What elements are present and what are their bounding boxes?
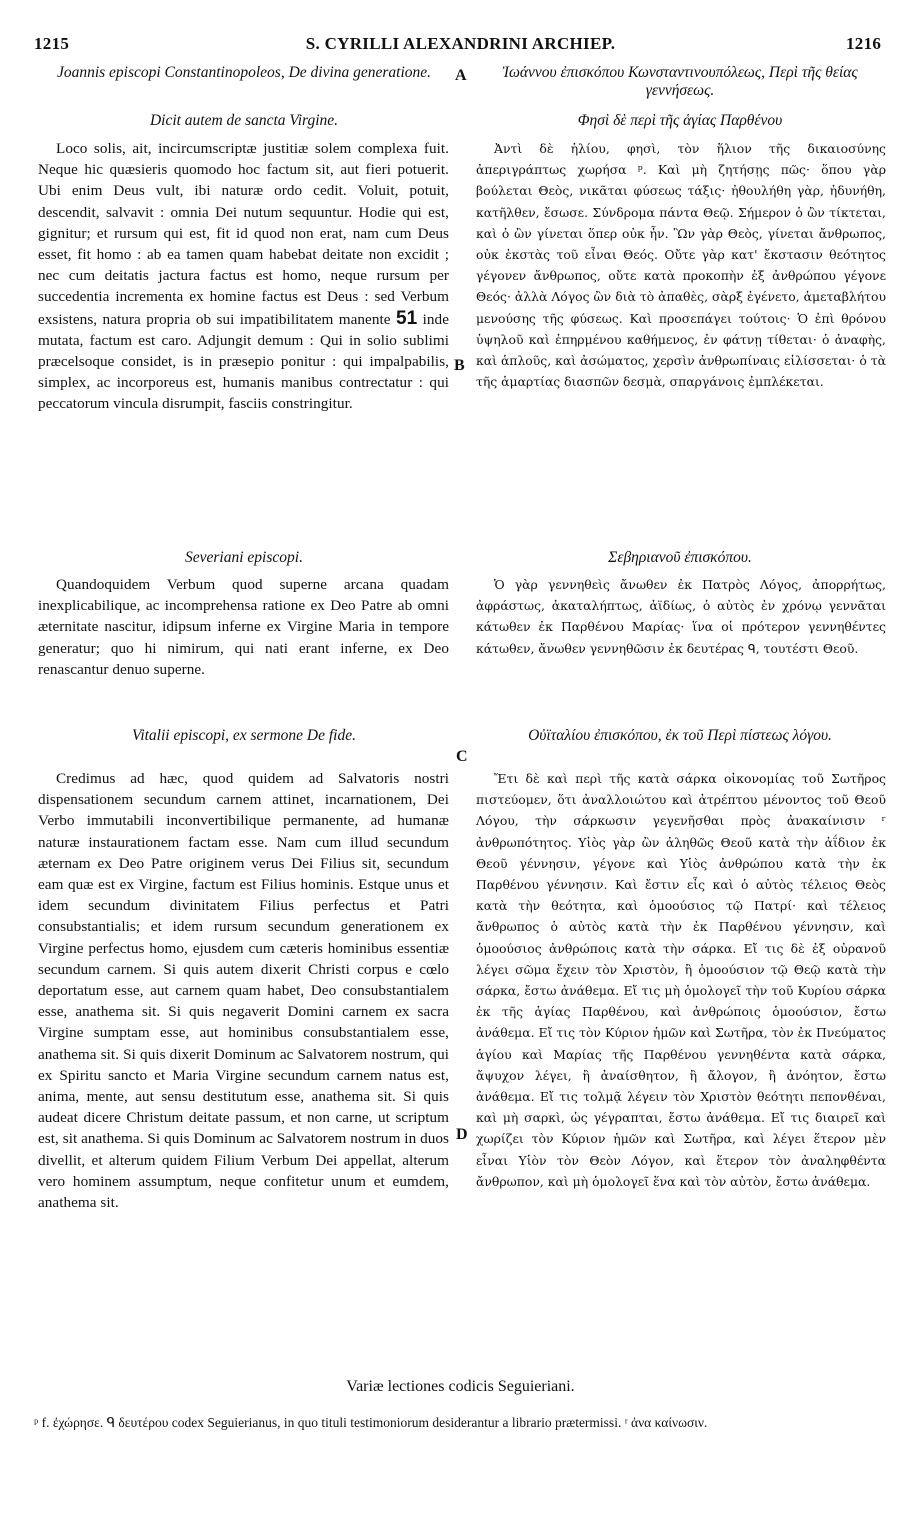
greek-subheading-parthenou: Φησὶ δὲ περὶ τῆς ἁγίας Παρθένου <box>577 112 783 129</box>
latin-paragraph-vitalii <box>38 768 449 1213</box>
greek-heading-ioannou: Ἰωάννου ἐπισκόπου Κωνσταντινουπόλεως, Περὶ τῆς θείας γεννήσεως. <box>502 64 858 99</box>
greek-heading-vitaliou: Οὐϊταλίου ἐπισκόπου, ἐκ τοῦ Περὶ πίστεως λόγου. <box>528 727 832 744</box>
latin-text-vitalii: Credimus ad hæc, quod quidem ad Salvatoris nostri dispensationem secundum carnem attinet, incarnationem, Dei Verbo immutabili inconvertibilique permanente, ad humanæ naturæ instaurationem factam esse. Nam cum illud secundum æternam ex Deo Patre originem verus Dei Filius sit, secundum eam quæ est ex Virgine, factum est Filius hominis. Estque unus et idem secundum divinitatem Filius perfectus et Patri consubstantialis; et idem rursum secundum generationem ex Virgine perfectus homo, ejusdem cum cæteris hominibus essentiæ secundum carnem. Si quis autem dixerit Christi corpus e cœlo deportatum esse, aut carnem quam habet, Deo consubstantialem esse, anathema sit. Si quis negaverit Domini carnem ex sacra Virgine sumptam esse, aut hominibus consubstantialem esse, anathema sit. Si quis dixerit Dominum ac Salvatorem nostrum, qui ex Spiritu sancto et Maria Virgine secundum carnem natus est, anima, mente, aut sensu destitutum esse, anathema sit. Si quis audeat dicere Christum deitate passum, et non carne, ut scriptum est, sit anathema. Si quis Dominum ac Salvatorem nostrum in duos divellit, et alterum quidem Filium Verbum Dei appellat, alterum vero hominem assumptum, neque confitetur unum et eumdem, anathema sit. <box>38 770 449 1212</box>
variae-lectiones-title: Variæ lectiones codicis Seguieriani. <box>346 1378 575 1395</box>
latin-text-part2: inde mutata, factum est caro. Adjungit demum : Qui in solio sublimi præcelsoque considet, is in præsepio ponitur : qui impalpabilis, simplex, ac incorporeus est, humanis manibus contrectatur : qui peccatorum vincula disrumpit, fasciis constringitur. <box>38 310 449 413</box>
latin-subheading-virgine: Dicit autem de sancta Virgine. <box>149 112 339 129</box>
margin-marker-a: A <box>455 67 467 84</box>
latin-heading-severiani: Severiani episcopi. <box>185 549 303 566</box>
latin-text-severiani: Quandoquidem Verbum quod superne arcana quadam inexplicabilique, ac incomprehensa ratione ex Deo Patre ab omni æternitate nascitur, idipsum inferne ex Virgine Maria in tempore generatur; quo hi nimirum, qui nati erant inferne, ex Deo renascantur denuo superne. <box>38 576 449 678</box>
footnote-text: ᵖ f. ἐχώρησε. ᑫ δευτέρου codex Seguierianus, in quo tituli testimoniorum desiderantur a librario prætermissi. ʳ ἀνα καίνωσιν. <box>34 1415 708 1430</box>
greek-paragraph-severianou <box>476 574 886 659</box>
column-number-inline: 51 <box>395 307 418 329</box>
greek-text-ioannou: Ἀντὶ δὲ ἡλίου, φησὶ, τὸν ἥλιον τῆς δικαιοσύνης ἀπεριγράπτως χωρήσα ᵖ. Καὶ μὴ ζητήσῃς πῶς· ὅπου γὰρ βούλεται Θεὸς, νικᾶται φύσεως τάξις· ἠθουλήθη γὰρ, ἠδυνήθη, κατῆλθεν, ἔσωσε. Σύνδρομα πάντα Θεῷ. Σήμερον ὁ ὢν τίκτεται, καὶ ὁ ὢν γίνεται ὅπερ οὐκ ἦν. Ὢν γὰρ Θεὸς, γίνεται ἄνθρωπος, οὐκ ἐκστὰς τοῦ εἶναι Θεός. Οὔτε γὰρ κατ' ἔκστασιν θεότητος γέγονεν ἄνθρωπος, οὔτε κατὰ προκοπὴν ἐξ ἀνθρώπου γέγονε Θεός· ἀλλὰ Λόγος ὢν διὰ τὸ ἀπαθὲς, σὰρξ ἐγένετο, ἀμεταβλήτου μενούσης τῆς φύσεως. Καὶ προσεπάγει τούτοις· Ὁ ἐπὶ θρόνου ὑψηλοῦ καὶ ἐπηρμένου καθήμενος, ἐν φάτνῃ τίθεται· ὁ ἀναφὴς, καὶ ἁπλοῦς, καὶ ἀσώματος, χερσὶν ἀνθρωπίναις εἱλίσσεται· ὁ τὰ τῆς ἁμαρτίας διασπῶν δεσμὰ, σπαργάνοις ἐμπλέκεται. <box>476 141 886 390</box>
running-title: S. CYRILLI ALEXANDRINI ARCHIEP. <box>305 34 616 53</box>
latin-heading-vitalii: Vitalii episcopi, ex sermone De fide. <box>132 727 356 744</box>
latin-paragraph-severiani <box>38 574 449 680</box>
latin-paragraph-joannis <box>38 138 449 415</box>
latin-heading-joannis: Joannis episcopi Constantinopoleos, De divina generatione. <box>56 64 432 81</box>
greek-paragraph-ioannou <box>476 138 886 392</box>
greek-text-severianou: Ὁ γὰρ γεννηθεὶς ἄνωθεν ἐκ Πατρὸς Λόγος, ἀπορρήτως, ἀφράστως, ἀκαταλήπτως, ἀϊδίως, ὁ αὐτὸς ἐν χρόνῳ γεννᾶται κάτωθεν ἐκ Παρθένου Μαρίας· ἵνα οἱ πρότερον γεννηθέντες κάτωθεν, ἄνωθεν γεννηθῶσιν ἐκ δευτέρας ᑫ, τουτέστι Θεοῦ. <box>476 577 886 656</box>
greek-heading-severianou: Σεβηριανοῦ ἐπισκόπου. <box>608 549 752 566</box>
margin-marker-c: C <box>456 748 468 765</box>
margin-marker-b: B <box>454 357 465 374</box>
margin-marker-d: D <box>456 1126 468 1143</box>
greek-paragraph-vitaliou <box>476 768 886 1192</box>
latin-text-part1: Loco solis, ait, incircumscriptæ justitiæ solem complexa fuit. Neque hic quæsieris quomodo hoc factum sit, aut fieri potuerit. Ubi enim Deus vult, ibi naturæ ordo cedit. Voluit, potuit, descendit, salvavit : omnia Dei nutum sequuntur. Hodie qui est, gignitur; et rursum qui est, fit id quod non erat, nam cum Deus esset, fit homo : ab ea tamen quam habebat deitate non excidit ; nec cum deitatis jactura factus est homo, neque rursum per succedentia incrementa ex homine factus est Deus : sed Verbum exsistens, natura propria ob sui impatibilitatem manente <box>38 140 449 328</box>
greek-text-vitaliou: Ἔτι δὲ καὶ περὶ τῆς κατὰ σάρκα οἰκονομίας τοῦ Σωτῆρος πιστεύομεν, ὅτι ἀναλλοιώτου καὶ ἀτρέπτου μένοντος τοῦ Θεοῦ Λόγου, τὴν σάρκωσιν γεγενῆσθαι πρὸς ἀνακαίνισιν ʳ ἀνθρωπότητος. Υἱὸς γὰρ ὢν ἀληθῶς Θεοῦ κατὰ τὴν ἀΐδιον ἐκ Θεοῦ γέννησιν, γέγονε καὶ Υἱὸς ἀνθρώπου κατὰ τὴν ἐκ Παρθένου γέννησιν. Καὶ ἔστιν εἷς καὶ ὁ αὐτὸς τέλειος Θεὸς κατὰ τὴν θεότητα, καὶ ὁμοούσιος τῷ Πατρί· καὶ τέλειος ἄνθρωπος ὁ αὐτὸς κατὰ τὴν ἐκ Παρθένου γέννησιν, καὶ ὁμοούσιος ἀνθρώποις κατὰ τὴν σάρκα. Εἴ τις δὲ ἐξ οὐρανοῦ λέγει σῶμα ἔχειν τὸν Χριστὸν, ἢ ὁμοούσιον τῷ Θεῷ κατὰ τὴν σάρκα, ἔστω ἀνάθεμα. Εἴ τις μὴ ὁμολογεῖ τὴν τοῦ Κυρίου σάρκα ἐκ τῆς ἁγίας Παρθένου, καὶ ἀνθρώποις ὁμοούσιον, ἔστω ἀνάθεμα. Εἴ τις τὸν Κύριον ἡμῶν καὶ Σωτῆρα, τὸν ἐκ Πνεύματος ἁγίου καὶ Μαρίας τῆς Παρθένου γεννηθέντα κατὰ σάρκα, ἄψυχον λέγει, ἢ ἀναίσθητον, ἢ ἄλογον, ἢ ἀνόητον, ἔστω ἀνάθεμα. Εἴ τις τολμᾷ λέγειν τὸν Χριστὸν θεότητι πεπονθέναι, καὶ μὴ σαρκὶ, ὡς γέγραπται, ἔστω ἀνάθεμα. Εἴ τις διαιρεῖ καὶ χωρίζει τὸν Κύριον ἡμῶν καὶ Σωτῆρα, καὶ λέγει ἕτερον μὲν εἶναι Υἱὸν τὸν Θεὸν Λόγον, καὶ ἕτερον τὸν ἀναληφθέντα ἄνθρωπον, καὶ μὴ ὁμολογεῖ ἕνα καὶ τὸν αὐτὸν, ἔστω ἀνάθεμα. <box>476 771 886 1189</box>
column-number-right: 1216 <box>846 34 882 53</box>
column-number-left: 1215 <box>34 34 70 53</box>
